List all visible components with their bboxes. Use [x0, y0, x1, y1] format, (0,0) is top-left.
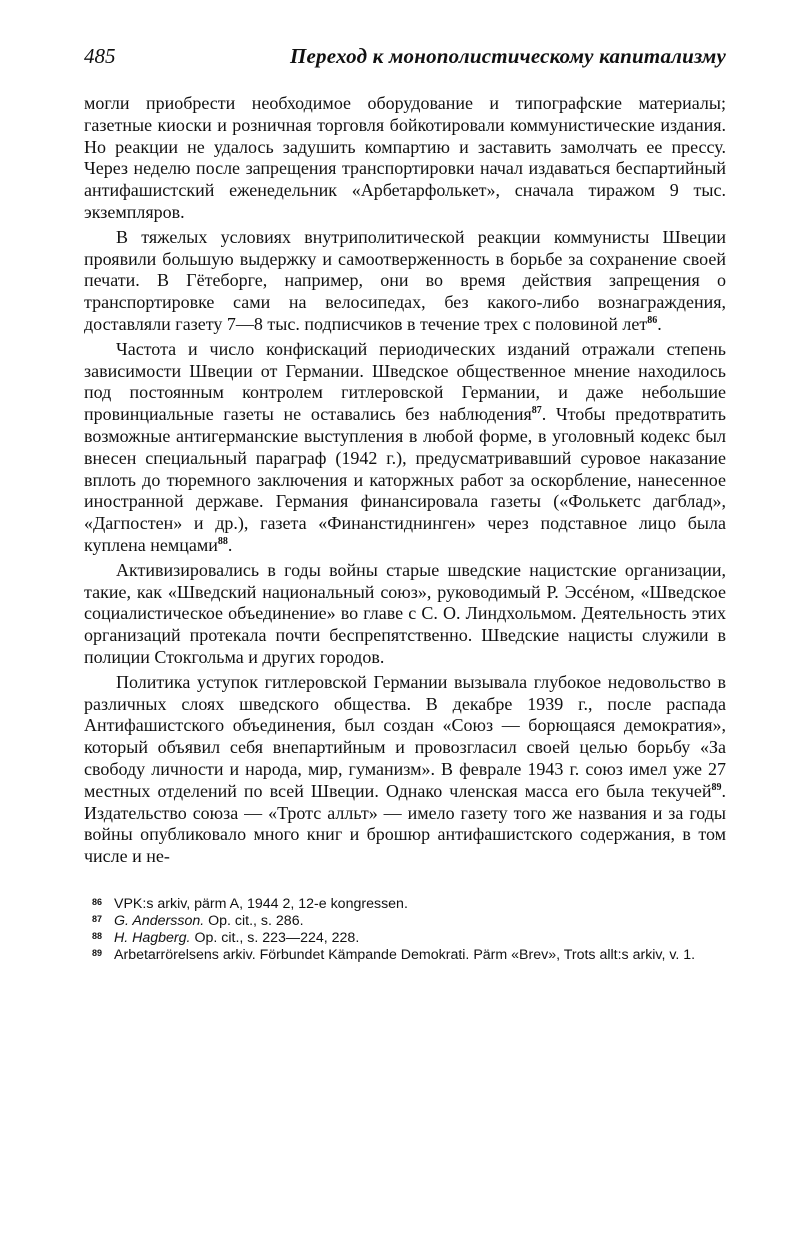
footnote-reference: 88 — [217, 535, 228, 547]
footnote — [84, 896, 726, 913]
paragraph-text: . Издательство союза — «Тротс алльт» — имело газету того же названия и за годы войны опубликовало много книг и брошюр антифашистского содержания, в том числе и не- — [84, 780, 726, 867]
paragraph-text: Политика уступок гитлеровской Германии вызывала глубокое недовольство в различных слоях шведского общества. В декабре 1939 г., после распада Антифашистского объединения, был создан «Союз — борющаяся демократия», который объявил себя внепартийным и провозгласил своей целью борьбу «За свободу личности и народа, мир, гуманизм». В феврале 1943 г. союз имел уже 27 местных отделений по всей Швеции. Однако членская масса его была текучей — [84, 671, 726, 801]
paragraph-text: . — [657, 313, 662, 334]
paragraph-3 — [84, 339, 726, 557]
footnote — [84, 930, 726, 947]
footnote-reference: 87 — [531, 405, 542, 417]
paragraph-text: могли приобрести необходимое оборудование и типографские материалы; газетные киоски и розничная торговля бойкотировали коммунистические издания. Но реакции не удалось задушить компартию и заставить замолчать ее прессу. Через неделю после запрещения транспортировки начал издаваться беспартийный антифашистский еженедельник «Арбетарфолькет», сначала тиражом 9 тыс. экземпляров. — [84, 93, 726, 222]
paragraph-text: Активизировались в годы войны старые шведские нацистские организации, такие, как «Шведский национальный союз», руководимый Р. Эссéном, «Шведское социалистическое объединение» во главе с С. О. Линдхольмом. Деятельность этих организаций протекала почти беспрепятственно. Шведские нацисты служили в полиции Стокгольма и других городов. — [84, 559, 726, 667]
footnote-text — [114, 930, 726, 947]
footnote-number: 88 — [92, 930, 103, 941]
paragraph-text: В тяжелых условиях внутриполитической реакции коммунисты Швеции проявили большую выдержку и самоотверженность в борьбе за сохранение своей печати. В Гётеборге, например, они во время действия запрещения о транспортировке сами на велосипедах, без какого-либо вознаграждения, доставляли газету 7—8 тыс. подписчиков в течение трех с половиной лет — [84, 226, 726, 334]
footnote-text — [114, 896, 726, 913]
paragraph-text: Частота и число конфискаций периодических изданий отражали степень зависимости Швеции от Германии. Шведское общественное мнение находилось под постоянным контролем гитлеровской Германии, и даже небольшие провинциальные газеты не оставались без наблюдения — [84, 338, 726, 425]
paragraph-text: . Чтобы предотвратить возможные антигерманские выступления в любой форме, в уголовный кодекс был внесен специальный параграф (1942 г.), предусматривавший суровое наказание вплоть до тюремного заключения и каторжных работ за оскорбление, нанесенное иностранной державе. Германия финансировала газеты («Фолькетс дагблад», «Дагпостен» и др.), газета «Финанстиднинген» через подставное лицо была куплена немцами — [84, 404, 726, 555]
footnote-body: Op. cit., s. 223—224, 228. — [190, 929, 360, 946]
page-number: 485 — [84, 44, 116, 68]
paragraph-2 — [84, 227, 726, 336]
footnote-body: Arbetarrörelsens arkiv. Förbundet Kämpande Demokrati. Pärm «Brev», Trots allt:s arkiv, v. 1. — [114, 946, 696, 963]
footnote-author: G. Andersson. — [114, 912, 205, 929]
footnote-author: H. Hagberg. — [114, 929, 191, 946]
footnote-number: 89 — [92, 947, 103, 958]
footnote — [84, 913, 726, 930]
footnote-text — [114, 913, 726, 930]
footnote — [84, 947, 726, 964]
running-title: Переход к монополистическому капитализму — [290, 44, 726, 68]
footnote-text — [114, 947, 726, 964]
main-text — [84, 93, 726, 868]
footnotes — [84, 896, 726, 964]
paragraph-1 — [84, 93, 726, 224]
footnote-reference: 86 — [647, 314, 658, 326]
paragraph-5 — [84, 672, 726, 868]
footnote-body: Op. cit., s. 286. — [204, 912, 304, 929]
running-head — [84, 44, 726, 69]
footnote-number: 87 — [92, 913, 103, 924]
footnote-number: 86 — [92, 896, 103, 907]
book-page — [84, 44, 726, 964]
paragraph-text: . — [227, 534, 233, 555]
footnote-body: VPK:s arkiv, pärm A, 1944 2, 12-e kongressen. — [114, 895, 408, 912]
footnote-reference: 89 — [711, 781, 722, 793]
paragraph-4 — [84, 560, 726, 669]
